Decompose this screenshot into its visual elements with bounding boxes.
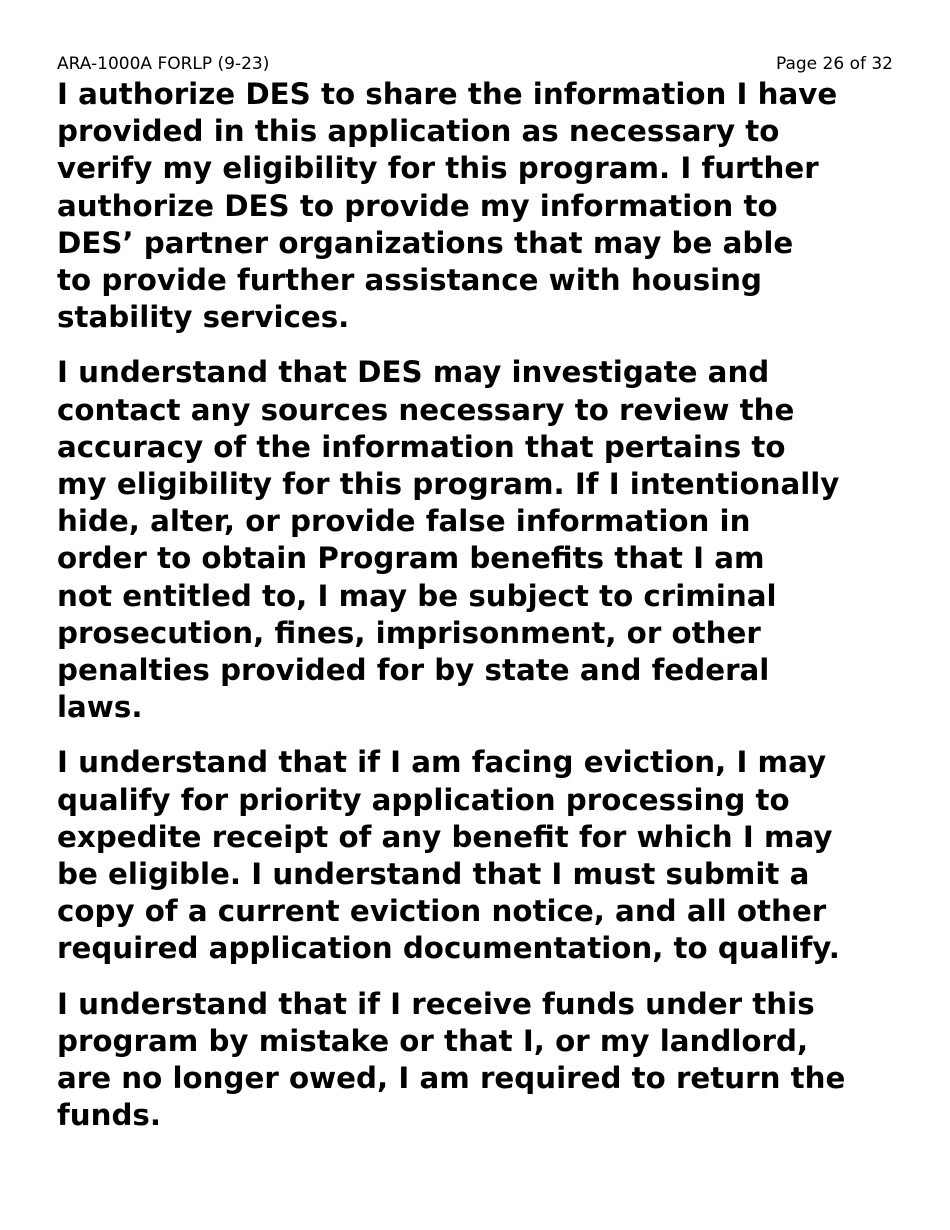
document-body bbox=[57, 76, 893, 1152]
text-line: stability services. bbox=[57, 300, 350, 335]
text-line: authorize DES to provide my information to bbox=[57, 188, 778, 223]
page-number: Page 26 of 32 bbox=[775, 54, 893, 74]
text-line: be eligible. I understand that I must submit a bbox=[57, 857, 810, 892]
text-line: copy of a current eviction notice, and all other bbox=[57, 894, 827, 929]
text-line: hide, alter, or provide false information in bbox=[57, 504, 751, 539]
text-line: verify my eligibility for this program. I further bbox=[57, 151, 819, 186]
text-line: DES’ partner organizations that may be able bbox=[57, 225, 794, 260]
text-line: accuracy of the information that pertains to bbox=[57, 429, 786, 464]
text-line: expedite receipt of any benefit for which I may bbox=[57, 819, 833, 854]
text-line: I authorize DES to share the information I have bbox=[57, 77, 838, 111]
text-line: program by mistake or that I, or my landlord, bbox=[57, 1023, 809, 1058]
paragraph-eviction-priority bbox=[57, 744, 893, 967]
text-line: provided in this application as necessary to bbox=[57, 114, 780, 149]
paragraph-authorization bbox=[57, 76, 893, 336]
text-line: required application documentation, to qualify. bbox=[57, 931, 840, 966]
page-header bbox=[57, 53, 893, 75]
text-line: laws. bbox=[57, 690, 143, 725]
text-line: I understand that if I receive funds under this bbox=[57, 986, 815, 1021]
text-line: not entitled to, I may be subject to criminal bbox=[57, 578, 777, 613]
paragraph-investigation bbox=[57, 354, 893, 726]
text-line: are no longer owed, I am required to return the bbox=[57, 1061, 846, 1096]
paragraph-return-funds bbox=[57, 986, 893, 1135]
text-line: I understand that DES may investigate and bbox=[57, 355, 770, 390]
text-line: prosecution, fines, imprisonment, or other bbox=[57, 615, 761, 650]
text-line: funds. bbox=[57, 1098, 161, 1133]
text-line: my eligibility for this program. If I intentionally bbox=[57, 467, 840, 502]
form-code: ARA-1000A FORLP (9-23) bbox=[57, 54, 270, 74]
text-line: contact any sources necessary to review the bbox=[57, 392, 795, 427]
text-line: qualify for priority application processing to bbox=[57, 782, 790, 817]
text-line: penalties provided for by state and federal bbox=[57, 653, 770, 688]
text-line: I understand that if I am facing eviction, I may bbox=[57, 745, 827, 780]
text-line: order to obtain Program benefits that I am bbox=[57, 541, 765, 576]
text-line: to provide further assistance with housing bbox=[57, 263, 762, 298]
